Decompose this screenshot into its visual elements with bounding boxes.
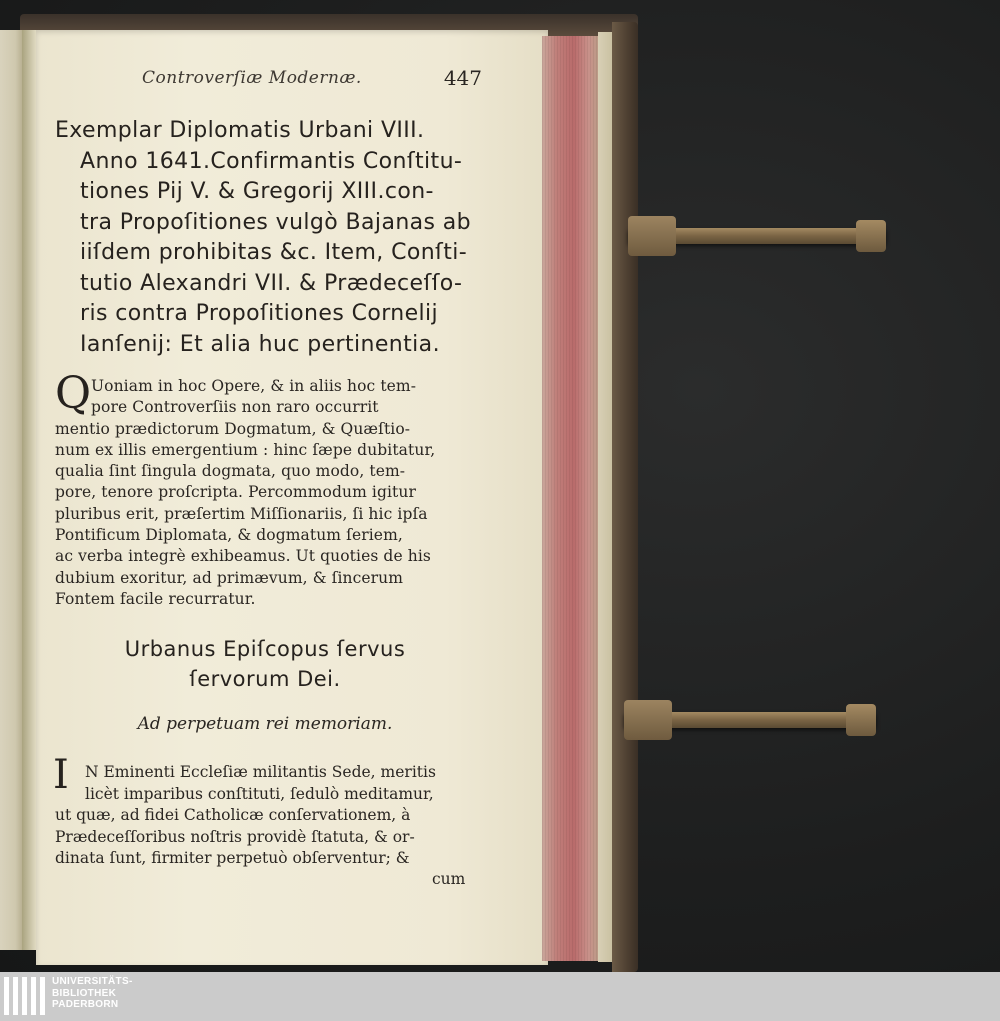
logo-line: PADERBORN: [52, 999, 119, 1010]
upper-clasp: [628, 216, 886, 256]
title-line: Ianſenij: Et alia huc pertinentia.: [80, 331, 440, 357]
page-fore-edge: [542, 36, 600, 961]
document-subheading: Ad perpetuam rei memoriam.: [137, 714, 393, 734]
library-logo-icon: [2, 975, 46, 1017]
page-header: [142, 66, 482, 96]
title-line: Exemplar Diplomatis Urbani VIII.: [55, 118, 425, 143]
section-title: [55, 116, 485, 360]
paragraph-line: qualia ſint ſingula dogmata, quo modo, tem-: [55, 462, 406, 481]
paragraph-line: dubium exoritur, ad primævum, & ſincerum: [55, 568, 404, 587]
paragraph-line: N Eminenti Eccleſiæ militantis Sede, meritis: [85, 763, 436, 781]
intro-paragraph: [55, 376, 480, 610]
document-heading: [60, 634, 470, 694]
lower-clasp: [624, 700, 876, 740]
logo-line: BIBLIOTHEK: [52, 987, 117, 999]
paragraph-line: ac verba integrè exhibeamus. Ut quoties de his: [55, 547, 431, 566]
paragraph-line: ut quæ, ad fidei Catholicæ conſervationem, à: [55, 806, 411, 824]
paragraph-line: Prædeceſſoribus noſtris providè ſtatuta, & or-: [55, 827, 415, 846]
book-cover-spine-edge: [612, 22, 638, 972]
drop-cap: I: [53, 752, 69, 798]
catchword: cum: [432, 870, 466, 888]
title-line: tra Propoſitiones vulgò Bajanas ab: [80, 209, 472, 235]
left-page-edge: [0, 30, 22, 950]
page-number: 447: [443, 66, 482, 90]
paragraph-line: mentio prædictorum Dogmatum, & Quæſtio-: [55, 419, 411, 438]
paragraph-line: pore Controverſiis non raro occurrit: [91, 398, 379, 417]
library-logo-text: [52, 976, 133, 1011]
paragraph-line: pore, tenore proſcripta. Percommodum igitur: [55, 483, 416, 502]
drop-cap: Q: [55, 368, 92, 419]
logo-line: UNIVERSITÄTS-: [52, 976, 133, 987]
paragraph-line: Pontificum Diplomata, & dogmatum ſeriem,: [55, 526, 403, 545]
paragraph-line: pluribus erit, præſertim Miſſionariis, ſi hic ipſa: [55, 504, 428, 523]
title-line: tutio Alexandri VII. & Prædeceſſo-: [80, 270, 463, 296]
paragraph-line: Uoniam in hoc Opere, & in aliis hoc tem-: [91, 377, 417, 395]
title-line: Anno 1641.Confirmantis Conſtitu-: [80, 148, 463, 174]
title-line: tiones Pij V. & Gregorij XIII.con-: [80, 179, 434, 204]
running-title: Controverſiæ Modernæ.: [142, 68, 362, 88]
paragraph-line: dinata ſunt, firmiter perpetuò obſerventur; &: [55, 849, 410, 867]
paragraph-line: licèt imparibus conſtituti, ſedulò meditamur,: [85, 784, 434, 803]
title-line: ris contra Propoſitiones Cornelij: [80, 301, 439, 326]
heading-line: Urbanus Epiſcopus ſervus: [124, 637, 406, 661]
paragraph-line: num ex illis emergentium : hinc ſæpe dubitatur,: [55, 440, 436, 459]
body-paragraph: [55, 762, 480, 870]
heading-line: ſervorum Dei.: [189, 667, 341, 691]
footer-bar: [0, 972, 1000, 1021]
title-line: iiſdem prohibitas &c. Item, Conſti-: [80, 240, 468, 265]
paragraph-line: Fontem facile recurratur.: [55, 589, 256, 608]
